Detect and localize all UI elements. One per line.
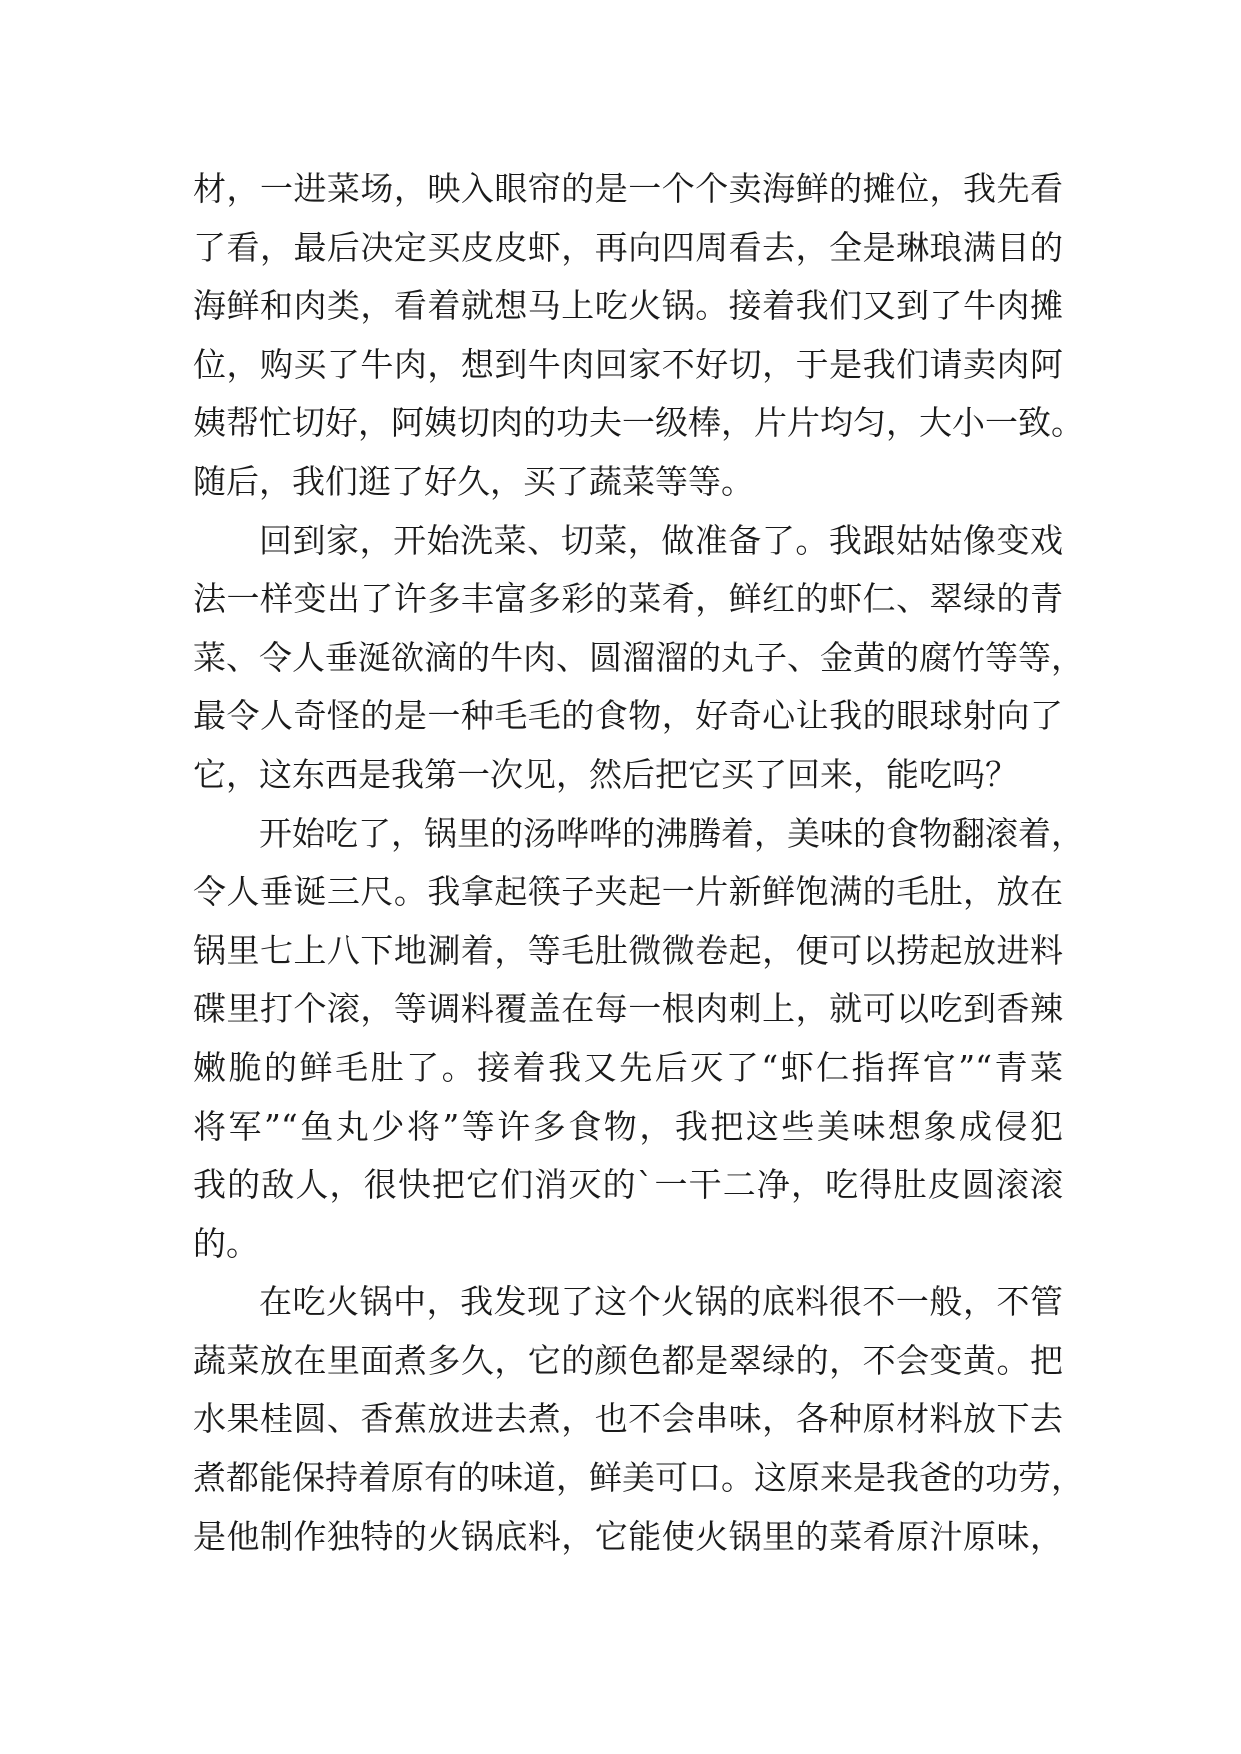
text-line: 的。 bbox=[193, 1223, 259, 1263]
text-line: 嫩脆的鲜毛肚了。接着我又先后灭了“虾仁指挥官”“青菜 bbox=[193, 1047, 1063, 1087]
text-line: 随后，我们逛了好久，买了蔬菜等等。 bbox=[193, 461, 754, 501]
text-line: 材，一进菜场，映入眼帘的是一个个卖海鲜的摊位，我先看 bbox=[193, 169, 1063, 208]
text-line: 法一样变出了许多丰富多彩的菜肴，鲜红的虾仁、翠绿的青 bbox=[193, 579, 1063, 619]
paragraph-first-line: 在吃火锅中，我发现了这个火锅的底料很不一般，不管 bbox=[259, 1282, 1063, 1322]
text-line: 锅里七上八下地涮着，等毛肚微微卷起，便可以捞起放进料 bbox=[193, 930, 1063, 970]
text-line: 了看，最后决定买皮皮虾，再向四周看去，全是琳琅满目的 bbox=[193, 227, 1063, 267]
text-line: 它，这东西是我第一次见，然后把它买了回来，能吃吗？ bbox=[193, 754, 1018, 794]
text-line: 水果桂圆、香蕉放进去煮，也不会串味，各种原材料放下去 bbox=[193, 1399, 1063, 1439]
text-line: 令人垂诞三尺。我拿起筷子夹起一片新鲜饱满的毛肚，放在 bbox=[193, 872, 1063, 912]
text-line: 海鲜和肉类，看着就想马上吃火锅。接着我们又到了牛肉摊 bbox=[193, 286, 1063, 326]
text-line: 位，购买了牛肉，想到牛肉回家不好切，于是我们请卖肉阿 bbox=[193, 344, 1063, 384]
paragraph-first-line: 回到家，开始洗菜、切菜，做准备了。我跟姑姑像变戏 bbox=[259, 520, 1063, 560]
text-line: 姨帮忙切好，阿姨切肉的功夫一级棒，片片均匀，大小一致。 bbox=[193, 403, 1084, 443]
text-line: 最令人奇怪的是一种毛毛的食物，好奇心让我的眼球射向了 bbox=[193, 696, 1063, 736]
text-line: 将军”“鱼丸少将”等许多食物，我把这些美味想象成侵犯 bbox=[193, 1106, 1063, 1146]
text-line: 煮都能保持着原有的味道，鲜美可口。这原来是我爸的功劳， bbox=[193, 1458, 1084, 1498]
text-line: 菜、令人垂涎欲滴的牛肉、圆溜溜的丸子、金黄的腐竹等等， bbox=[193, 637, 1084, 677]
paragraph-first-line: 开始吃了，锅里的汤哗哗的沸腾着，美味的食物翻滚着， bbox=[259, 813, 1084, 853]
text-line: 我的敌人，很快把它们消灭的`一干二净，吃得肚皮圆滚滚 bbox=[193, 1165, 1063, 1205]
text-line: 碟里打个滚，等调料覆盖在每一根肉刺上，就可以吃到香辣 bbox=[193, 989, 1063, 1029]
body-text bbox=[193, 160, 1084, 1566]
text-line: 是他制作独特的火锅底料，它能使火锅里的菜肴原汁原味， bbox=[193, 1516, 1063, 1556]
text-line: 蔬菜放在里面煮多久，它的颜色都是翠绿的，不会变黄。把 bbox=[193, 1340, 1063, 1380]
